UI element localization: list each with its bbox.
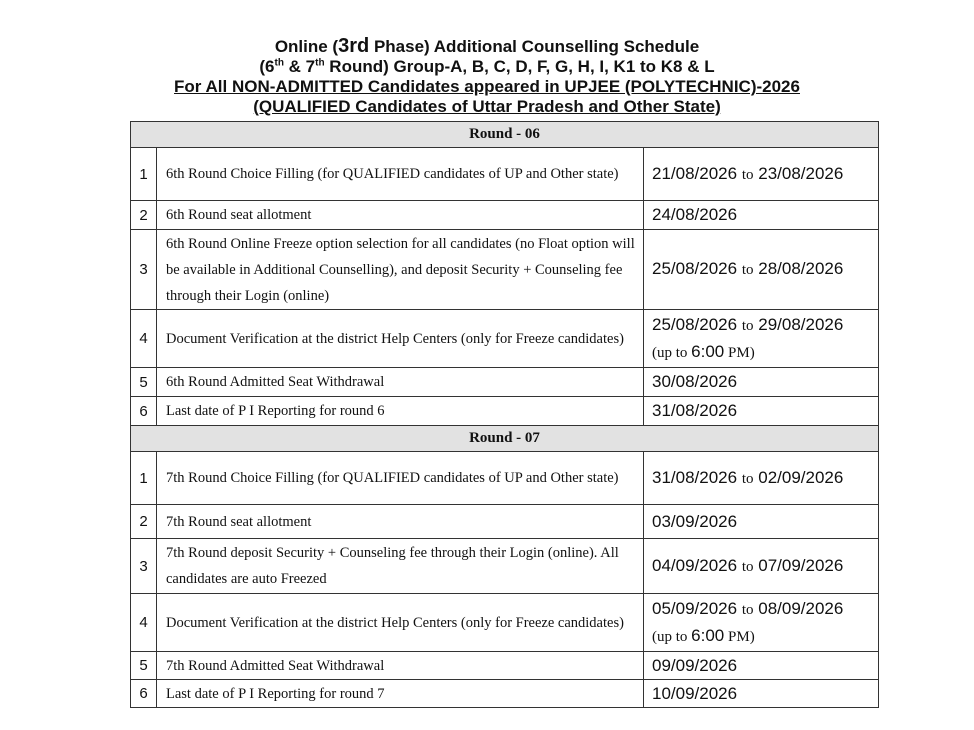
row-description: 6th Round Choice Filling (for QUALIFIED candidates of UP and Other state) [157, 148, 644, 201]
row-description: 6th Round Admitted Seat Withdrawal [157, 368, 644, 397]
round-title: Round - 06 [131, 122, 879, 148]
row-number: 1 [131, 452, 157, 505]
row-description: 7th Round Choice Filling (for QUALIFIED candidates of UP and Other state) [157, 452, 644, 505]
row-date: 21/08/2026 to 23/08/2026 [644, 148, 879, 201]
row-number: 1 [131, 148, 157, 201]
table-row [131, 452, 879, 505]
table-row [131, 310, 879, 368]
header-line-2: (6th & 7th Round) Group-A, B, C, D, F, G, H, I, K1 to K8 & L [259, 57, 715, 76]
table-row [131, 201, 879, 230]
row-date: 31/08/2026 [644, 397, 879, 426]
row-description: 7th Round Admitted Seat Withdrawal [157, 652, 644, 680]
row-date: 04/09/2026 to 07/09/2026 [644, 539, 879, 594]
row-number: 3 [131, 230, 157, 310]
row-description: 7th Round seat allotment [157, 505, 644, 539]
row-number: 5 [131, 368, 157, 397]
table-row [131, 680, 879, 708]
row-description: 6th Round seat allotment [157, 201, 644, 230]
round-title: Round - 07 [131, 426, 879, 452]
row-date: 24/08/2026 [644, 201, 879, 230]
row-number: 4 [131, 310, 157, 368]
row-date: 30/08/2026 [644, 368, 879, 397]
header-line-1: Online (3rd Phase) Additional Counselling Schedule [274, 35, 700, 57]
round-header-07 [131, 426, 879, 452]
row-date: 25/08/2026 to 28/08/2026 [644, 230, 879, 310]
header-line-4: (QUALIFIED Candidates of Uttar Pradesh and Other State) [253, 97, 721, 116]
header-line-3: For All NON-ADMITTED Candidates appeared in UPJEE (POLYTECHNIC)-2026 [174, 77, 800, 96]
row-description: Document Verification at the district Help Centers (only for Freeze candidates) [157, 594, 644, 652]
table-row [131, 230, 879, 310]
table-row [131, 539, 879, 594]
table-row [131, 368, 879, 397]
table-row [131, 148, 879, 201]
row-description: Last date of P I Reporting for round 6 [157, 397, 644, 426]
table-row [131, 397, 879, 426]
row-number: 2 [131, 505, 157, 539]
row-date: 03/09/2026 [644, 505, 879, 539]
row-number: 4 [131, 594, 157, 652]
time-note: (up to 6:00 PM) [652, 625, 755, 645]
row-date: 31/08/2026 to 02/09/2026 [644, 452, 879, 505]
table-row [131, 505, 879, 539]
table-row [131, 652, 879, 680]
schedule-table [130, 121, 879, 708]
row-number: 5 [131, 652, 157, 680]
row-number: 3 [131, 539, 157, 594]
row-date: 10/09/2026 [644, 680, 879, 708]
round-header-06 [131, 122, 879, 148]
row-number: 6 [131, 680, 157, 708]
row-description: Document Verification at the district Help Centers (only for Freeze candidates) [157, 310, 644, 368]
row-date: 05/09/2026 to 08/09/2026 (up to 6:00 PM) [644, 594, 879, 652]
row-number: 2 [131, 201, 157, 230]
table-row [131, 594, 879, 652]
row-description: Last date of P I Reporting for round 7 [157, 680, 644, 708]
time-note: (up to 6:00 PM) [652, 341, 755, 361]
row-description: 6th Round Online Freeze option selection for all candidates (no Float option will be available in Additional Counselling), and deposit Security + Counseling fee through their Login (online) [157, 230, 644, 310]
row-date: 25/08/2026 to 29/08/2026 (up to 6:00 PM) [644, 310, 879, 368]
row-date: 09/09/2026 [644, 652, 879, 680]
row-number: 6 [131, 397, 157, 426]
schedule-header [0, 36, 974, 117]
row-description: 7th Round deposit Security + Counseling fee through their Login (online). All candidates are auto Freezed [157, 539, 644, 594]
